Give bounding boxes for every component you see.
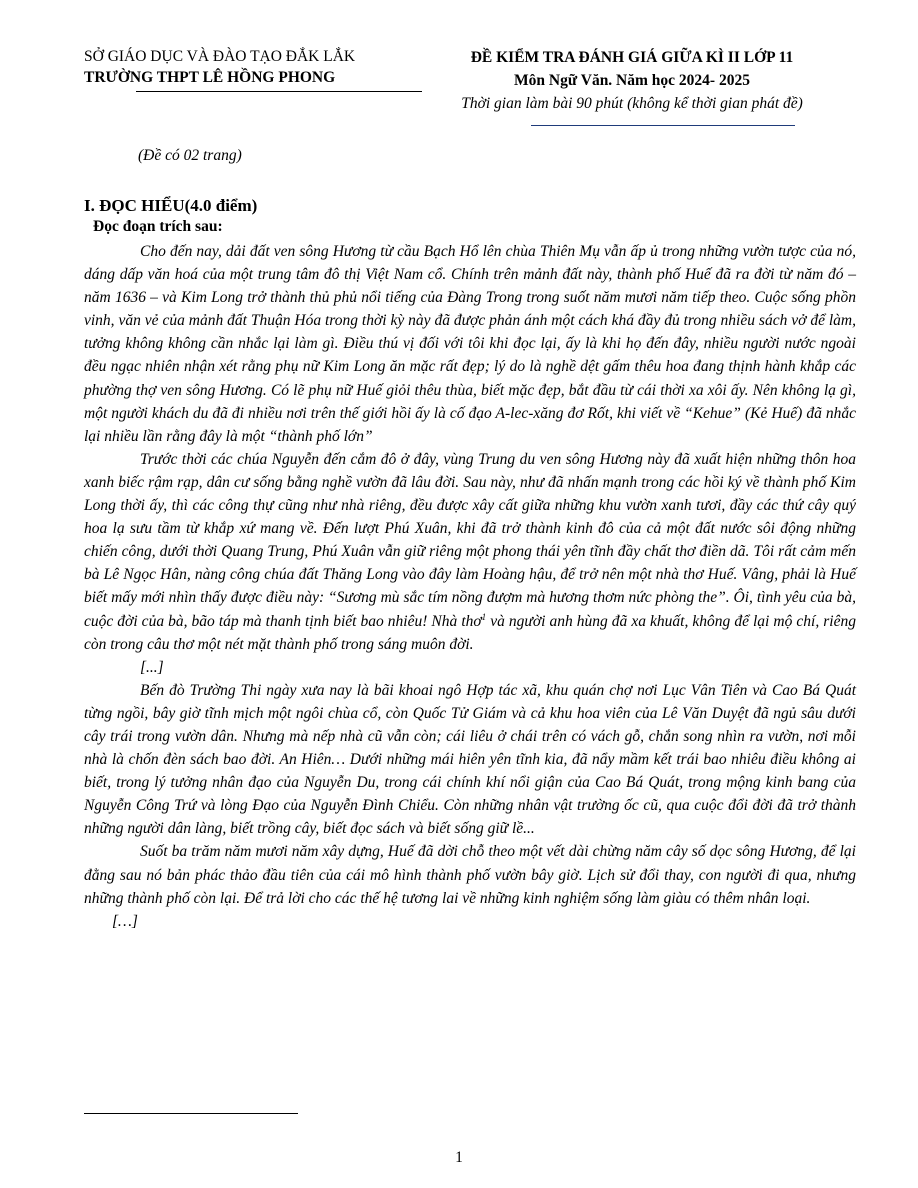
header-right [422, 46, 842, 115]
page-number: 1 [455, 1149, 463, 1166]
exam-title: ĐỀ KIỂM TRA ĐÁNH GIÁ GIỮA KÌ II LỚP 11 [470, 49, 794, 66]
passage-paragraph-1: Cho đến nay, dải đất ven sông Hương từ cầu Bạch Hổ lên chùa Thiên Mụ vẫn ấp ủ trong những vườn tược của nó, dáng dấp văn hoá của một trung tâm đô thị Việt Nam cổ. Chính trên mảnh đất này, thành phố Huế đã ra đời từ năm đó – năm 1636 – và Kim Long trở thành thủ phủ nổi tiếng của Đàng Trong trong suốt năm mươi năm tiếp theo. Cuộc sống phồn vinh, văn vẻ của mảnh đất Thuận Hóa trong thời kỳ này đã được phản ánh một cách khá đầy đủ trong nhiều sách vở để làm, tưởng không không cần nhắc lại làm gì. Điều thú vị đối với tôi khi đọc lại, ấy là khi họ đến đây, nhiều người nước ngoài đều ngạc nhiên nhận xét rằng phụ nữ Kim Long ăn mặc rất đẹp; lý do là nghề dệt gấm thêu hoa đang thịnh hành khắp các phường thợ ven sông Hương. Có lẽ phụ nữ Huế giỏi thêu thùa, biết mặc đẹp, bắt đầu từ cái thời xa xôi ấy. Nên không lạ gì, một người khách du đã đi nhiều nơi trên thế giới hồi ấy là cố đạo A-lec-xăng đơ Rốt, khi viết về “Kehue” (Kẻ Huế) đã nhắc lại nhiều lần rằng đây là một “thành phố lớn” [84, 243, 856, 445]
school-underline [136, 91, 422, 92]
reading-passage [84, 240, 856, 933]
passage-paragraph-3: Bến đò Trường Thi ngày xưa nay là bãi khoai ngô Hợp tác xã, khu quán chợ nơi Lục Vân Tiên và Cao Bá Quát từng ngồi, bây giờ tĩnh mịch một ngôi chùa cổ, còn Quốc Tử Giám và cả khu hoa viên của Lê Văn Duyệt đã ngủ sâu dưới cây trái trong vườn dân. Nhưng mà nếp nhà cũ vẫn còn; cái liêu ở chái trên có vách gỗ, chắn song nhìn ra vườn, nơi mỗi nhà là chốn đèn sách bao đời. An Hiên… Dưới những mái hiên yên tĩnh kia, đã nẩy mầm kết trái bao nhiêu điều không ai biết, trong lý tưởng nhân đạo của Nguyễn Du, trong cái chính khí nổi giận của Cao Bá Quát, trong mộng kinh bang của Nguyễn Công Trứ và lòng Đạo của Nguyễn Đình Chiểu. Còn những nhân vật trường ốc cũ, qua cuộc đổi đời đã trở thành những người dân làng, biết trồng cây, biết đọc sách và biết sống giữ lề... [84, 681, 856, 838]
passage-paragraph-2 [84, 448, 856, 656]
section-title: I. ĐỌC HIỂU(4.0 điểm) [84, 196, 258, 215]
footnote-separator [84, 1113, 298, 1114]
footnote-marker: 1 [481, 611, 487, 622]
passage-paragraph-4: Suốt ba trăm năm mươi năm xây dựng, Huế đã dời chỗ theo một vết dài chừng năm cây số dọc sông Hương, để lại đằng sau nó bản phác thảo đầu tiên của cái mô hình thành phố vườn bây giờ. Lịch sử đổi thay, con người đi qua, nhưng những thành phố còn lại. Để trả lời cho các thế hệ tương lai về những kinh nghiệm sống làm giàu có thêm nhân loại. [84, 843, 856, 907]
school-name: TRƯỜNG THPT LÊ HỒNG PHONG [84, 69, 336, 86]
header-left [84, 46, 355, 88]
exam-duration: Thời gian làm bài 90 phút (không kể thời gian phát đề) [461, 95, 803, 112]
pages-note: (Đề có 02 trang) [138, 147, 242, 164]
passage-ellipsis-1: [...] [140, 658, 164, 676]
header-divider [531, 125, 795, 126]
subject-year: Môn Ngữ Văn. Năm học 2024- 2025 [514, 72, 750, 89]
passage-paragraph-2-rest: và người anh hùng đã xa khuất, không để lại mộ chí, riêng còn trong câu thơ một nét mặt thành phố trong sáng muôn đời. [84, 612, 856, 653]
department-name: SỞ GIÁO DỤC VÀ ĐÀO TẠO ĐẮK LẮK [84, 48, 356, 65]
section-instruction: Đọc đoạn trích sau: [93, 218, 223, 235]
passage-ellipsis-2: […] [112, 912, 138, 930]
passage-paragraph-2-text: Trước thời các chúa Nguyễn đến cắm đô ở đây, vùng Trung du ven sông Hương này đã xuất hiện những thôn hoa xanh biếc rậm rạp, dân cư sống bằng nghề vườn đã lâu đời. Sau này, như đã nhấn mạnh trong các hồi ký về thành phố Kim Long thời ấy, thì các công thự cũng như nhà riêng, đều được xây cất giữa những khu vườn xanh tươi, đầy các thứ cây quý hoa lạ sưu tầm từ khắp xứ mang về. Đến lượt Phú Xuân, khi đã trở thành kinh đô của cả một đất nước sôi động những chiến công, dưới thời Quang Trung, Phú Xuân vẫn giữ riêng một phong thái yên tĩnh đầy chất thơ điền dã. Tôi rất cảm mến bà Lê Ngọc Hân, nàng công chúa đất Thăng Long vào đây làm Hoàng hậu, để trở nên một nhà thơ Huế. Vâng, phải là Huế biết mấy mới nhìn thấy được điều này: “Sương mù sắc tím nồng đượm mà hương thơm nức phòng the”. Ôi, tình yêu của bà, cuộc đời của bà, bão táp mà thanh tịnh biết bao nhiêu! Nhà thơ [84, 450, 856, 630]
